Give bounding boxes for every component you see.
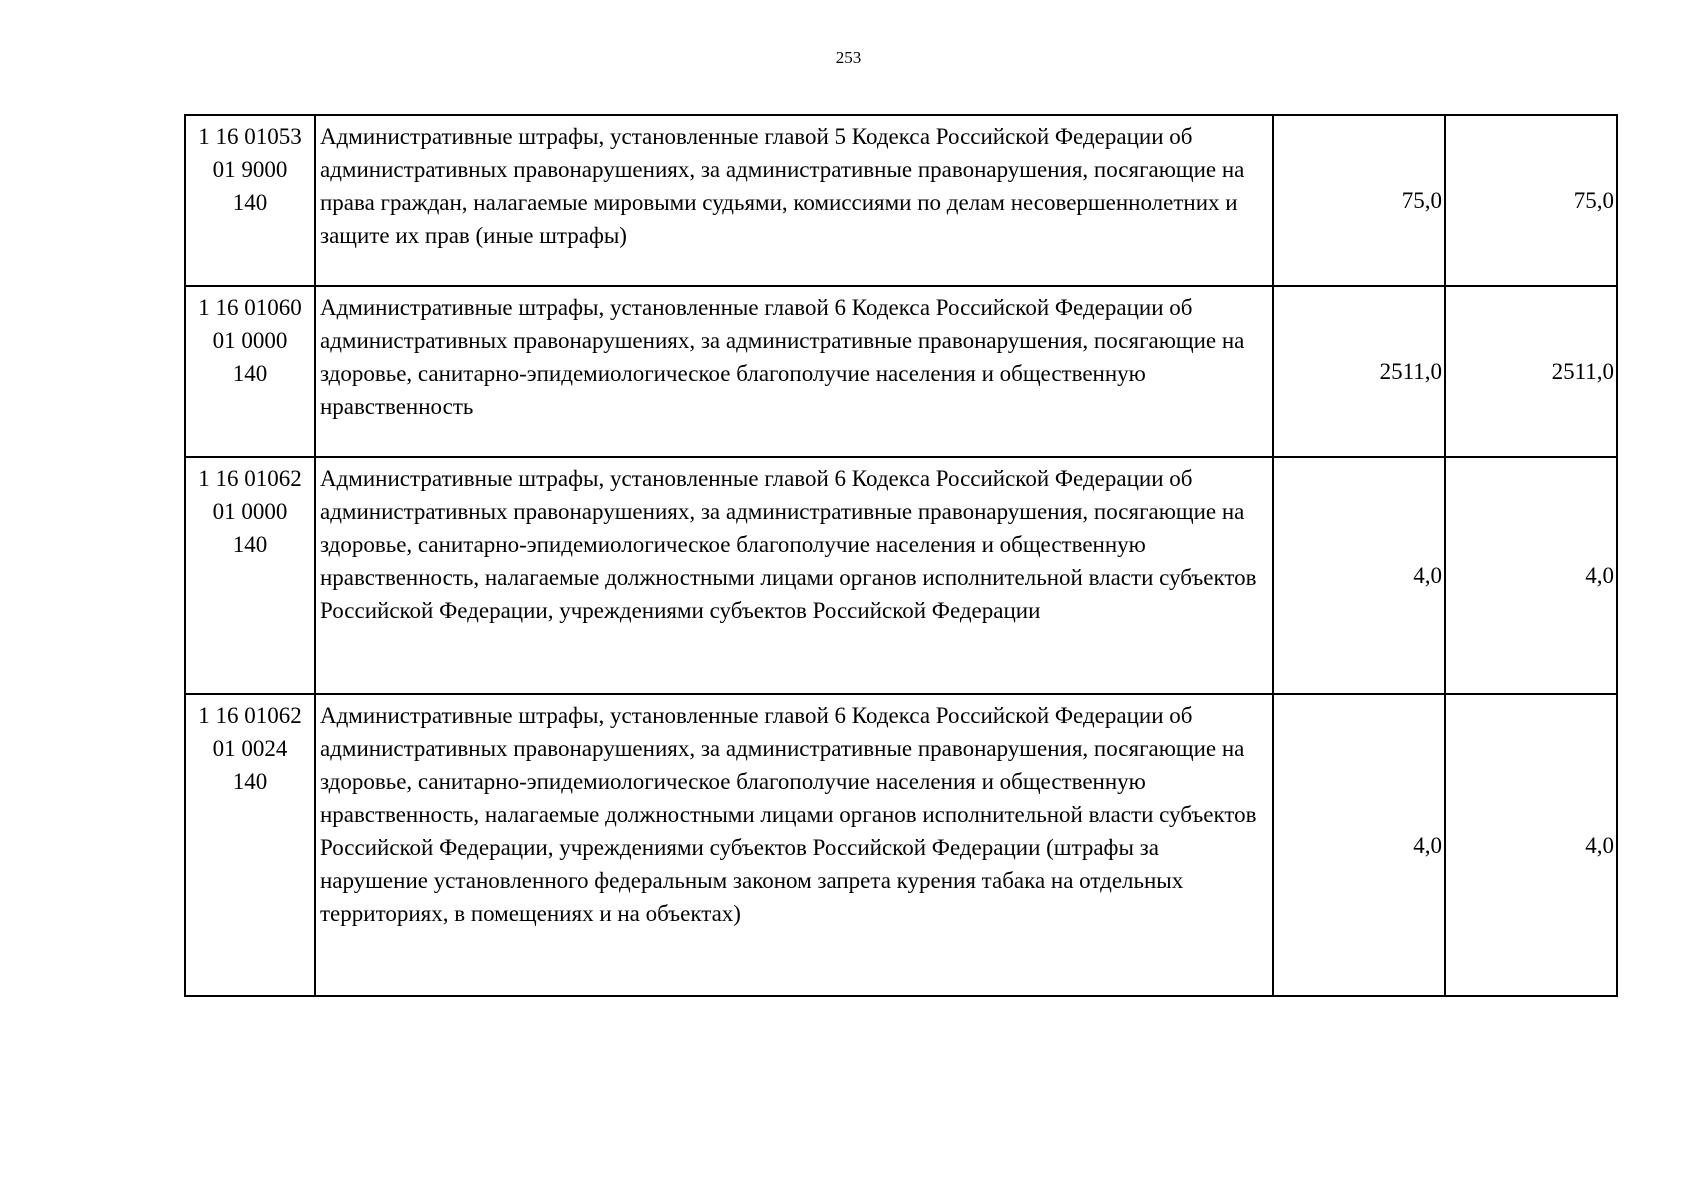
description-cell: Административные штрафы, установленные главой 5 Кодекса Российской Федерации об административных правонарушениях, за административные правонарушения, посягающие на права граждан, налагаемые мировыми судьями, комиссиями по делам несовершеннолетних и защите их прав (иные штрафы)	[315, 115, 1273, 286]
amount-cell-1: 75,0	[1273, 115, 1445, 286]
amount-cell-1: 4,0	[1273, 694, 1445, 996]
amount-cell-1: 2511,0	[1273, 286, 1445, 457]
budget-code-line: 1 16 01062	[198, 703, 302, 728]
table-row	[185, 286, 1617, 457]
budget-code-line: 1 16 01053	[198, 124, 302, 149]
table-row	[185, 694, 1617, 996]
page-number: 253	[835, 48, 862, 67]
description-cell: Административные штрафы, установленные главой 6 Кодекса Российской Федерации об административных правонарушениях, за административные правонарушения, посягающие на здоровье, санитарно-эпидемиологическое благополучие населения и общественную нравственность, налагаемые должностными лицами органов исполнительной власти субъектов Российской Федерации, учреждениями субъектов Российской Федерации	[315, 457, 1273, 694]
table-row	[185, 457, 1617, 694]
amount-cell-2: 75,0	[1445, 115, 1617, 286]
budget-code-line: 140	[232, 769, 268, 794]
budget-code-line: 01 0000	[212, 328, 288, 353]
budget-code-line: 1 16 01060	[198, 295, 302, 320]
budget-code-line: 140	[232, 361, 268, 386]
budget-code-line: 01 0024	[212, 736, 288, 761]
budget-code-cell	[185, 457, 315, 694]
amount-cell-2: 4,0	[1445, 457, 1617, 694]
table-row	[185, 115, 1617, 286]
budget-code-line: 01 0000	[212, 499, 288, 524]
amount-cell-2: 2511,0	[1445, 286, 1617, 457]
amount-cell-2: 4,0	[1445, 694, 1617, 996]
budget-code-cell	[185, 286, 315, 457]
budget-code-line: 01 9000	[212, 157, 288, 182]
budget-code-line: 140	[232, 190, 268, 215]
budget-code-line: 140	[232, 532, 268, 557]
description-cell: Административные штрафы, установленные главой 6 Кодекса Российской Федерации об административных правонарушениях, за административные правонарушения, посягающие на здоровье, санитарно-эпидемиологическое благополучие населения и общественную нравственность, налагаемые должностными лицами органов исполнительной власти субъектов Российской Федерации, учреждениями субъектов Российской Федерации (штрафы за нарушение установленного федеральным законом запрета курения табака на отдельных территориях, в помещениях и на объектах)	[315, 694, 1273, 996]
description-cell: Административные штрафы, установленные главой 6 Кодекса Российской Федерации об административных правонарушениях, за административные правонарушения, посягающие на здоровье, санитарно-эпидемиологическое благополучие населения и общественную нравственность	[315, 286, 1273, 457]
budget-code-cell	[185, 694, 315, 996]
budget-code-line: 1 16 01062	[198, 466, 302, 491]
amount-cell-1: 4,0	[1273, 457, 1445, 694]
revenue-table	[184, 114, 1618, 997]
budget-code-cell	[185, 115, 315, 286]
